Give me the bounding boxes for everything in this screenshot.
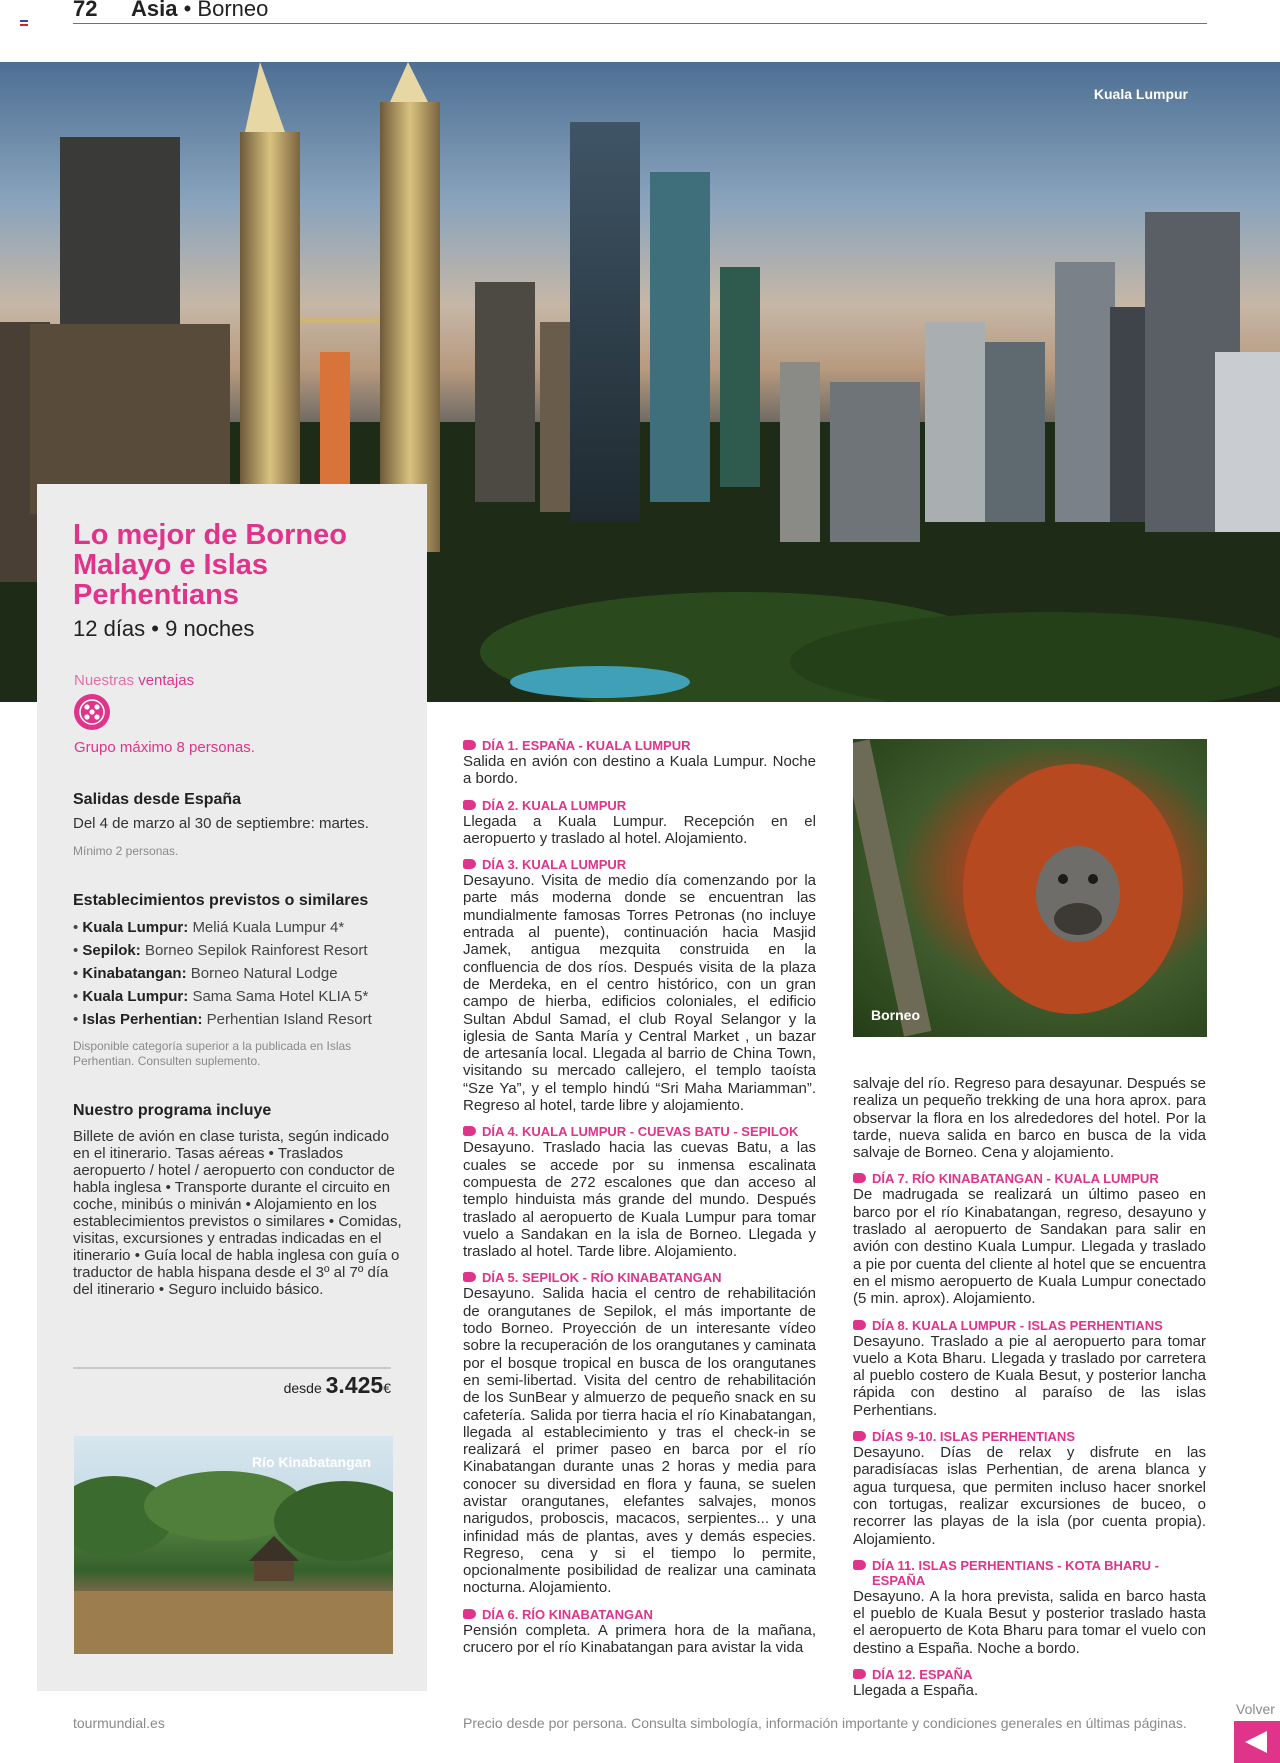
tour-title: Lo mejor de Borneo Malayo e Islas Perhentians — [73, 519, 347, 611]
day-text: Desayuno. A la hora prevista, salida en barco hasta el pueblo de Kuala Besut y posterior traslado hasta el aeropuerto de Kota Bharu para tomar el vuelo con destino a España. Noche a bordo. — [853, 1587, 1206, 1657]
day-title: DÍAS 9-10. ISLAS PERHENTIANS — [853, 1429, 1206, 1444]
hotels-note: Disponible categoría superior a la publicada en Islas Perhentian. Consulten suplemento. — [73, 1039, 352, 1068]
day-title: DÍA 2. KUALA LUMPUR — [463, 798, 816, 813]
itinerary-column-1 — [463, 738, 816, 1666]
day-text: Llegada a Kuala Lumpur. Recepción en el aeropuerto y traslado al hotel. Alojamiento. — [463, 812, 816, 847]
day-entry — [853, 1429, 1206, 1548]
advantages-word: ventajas — [138, 672, 195, 689]
day-entry — [853, 1667, 1206, 1699]
footer-website[interactable]: tourmundial.es — [73, 1715, 165, 1731]
day-title: DÍA 4. KUALA LUMPUR - CUEVAS BATU - SEPILOK — [463, 1124, 816, 1139]
advantage-text: Grupo máximo 8 personas. — [74, 739, 255, 756]
advantages-heading — [74, 672, 194, 689]
hotel-list — [73, 916, 413, 1031]
day-entry — [463, 1124, 816, 1260]
orangutan-caption: Borneo — [871, 1007, 920, 1023]
price — [284, 1372, 391, 1399]
day-entry — [463, 738, 816, 788]
list-item: • Kinabatangan: Borneo Natural Lodge — [73, 965, 338, 982]
day-entry — [463, 1270, 816, 1596]
day-title: DÍA 8. KUALA LUMPUR - ISLAS PERHENTIANS — [853, 1318, 1206, 1333]
list-item: • Sepilok: Borneo Sepilok Rainforest Resort — [73, 942, 368, 959]
list-item: • Islas Perhentian: Perhentian Island Resort — [73, 1011, 372, 1028]
day-text: salvaje del río. Regreso para desayunar. Después se realiza un pequeño trekking de una hora aprox. para observar la flora en los alrededores del hotel. Por la tarde, nueva salida en barco en busca de la vida salvaje de Borneo. Cena y alojamiento. — [853, 1075, 1206, 1162]
price-amount: 3.425 — [325, 1372, 384, 1398]
region-label: Asia — [131, 0, 178, 21]
day-title: DÍA 11. ISLAS PERHENTIANS - KOTA BHARU - ESPAÑA — [853, 1558, 1206, 1588]
day-title: DÍA 3. KUALA LUMPUR — [463, 857, 816, 872]
day-entry — [463, 798, 816, 848]
day-text: De madrugada se realizará un último paseo en barco por el río Kinabatangan, regreso, desayuno y traslado al aeropuerto de Sandakan para salir en avión con destino Kuala Lumpur. Llegada y traslado a pie por cuenta del cliente al hotel que se encuentra en el mismo aeropuerto de Kuala Lumpur conectado (5 min. aprox). Alojamiento. — [853, 1186, 1206, 1308]
section-title — [131, 0, 268, 22]
river-photo — [74, 1436, 393, 1654]
day-title: DÍA 6. RÍO KINABATANGAN — [463, 1607, 816, 1622]
back-arrow-icon — [1245, 1731, 1267, 1753]
departures-heading: Salidas desde España — [73, 791, 242, 808]
day-entry — [853, 1171, 1206, 1307]
day-text: Desayuno. Visita de medio día comenzando por la parte más moderna donde se encuentran las mundialmente famosas Torres Petronas (no incluye entrada al puente), continuación hacia Masjid Jamek, antigua mezquita construida en la confluencia de dos ríos. Después visita de la plaza de Merdeka, en el centro histórico, con un gran campo de hierba, edificios coloniales, el edificio Sultan Abdul Samad, el club Royal Selangor y la iglesia de Santa María y Central Market , un bazar de artesanía local. Llegada al barrio de China Town, visitando su mercado callejero, el templo taoísta “Sze Ya”, y el templo hindú “Sri Maha Mariamman”. Regreso al hotel, tarde libre y alojamiento. — [463, 872, 816, 1115]
tour-duration: 12 días • 9 noches — [73, 616, 255, 641]
day-entry — [463, 857, 816, 1114]
includes-text: Billete de avión en clase turista, según indicado en el itinerario. Tasas aéreas • Traslados aeropuerto / hotel / aeropuerto con conductor de habla inglesa • Transporte durante el circuito en coche, minibús o miniván • Alojamiento en los establecimientos previstos o similares • Comidas, visitas, excursiones y entradas indicadas en el itinerario • Guía local de habla inglesa con guía o traductor de habla hispana desde el 3º al 7º día del itinerario • Seguro incluido básico. — [73, 1128, 402, 1298]
day-text: Llegada a España. — [853, 1682, 979, 1700]
day-entry — [463, 1607, 816, 1657]
price-divider — [73, 1367, 391, 1369]
hotels-heading: Establecimientos previstos o similares — [73, 892, 369, 909]
includes-heading: Nuestro programa incluye — [73, 1102, 272, 1119]
day-text: Desayuno. Días de relax y disfrute en las paradisíacas islas Perhentian, de arena blanca y agua turquesa, que permiten incluso hacer snorkel con tortugas, realizar excursiones de buceo, o recorrer las playas de la isla (por cuenta propia). Alojamiento. — [853, 1444, 1206, 1548]
day-text: Desayuno. Traslado a pie al aeropuerto para tomar vuelo a Kota Bharu. Llegada y traslado por carretera al pueblo costero de Kuala Besut, y posterior lancha rápida con destino al paraíso de las islas Perhentians. — [853, 1332, 1206, 1419]
departures-note: Mínimo 2 personas. — [73, 844, 179, 858]
price-currency: € — [383, 1380, 391, 1396]
day-entry — [853, 1558, 1206, 1657]
day-text: Salida en avión con destino a Kuala Lumpur. Noche a bordo. — [463, 753, 816, 788]
orangutan-photo — [853, 739, 1207, 1037]
title-separator: • — [177, 0, 198, 21]
language-flag-icon[interactable] — [20, 20, 28, 26]
day-entry — [853, 1318, 1206, 1419]
page-number: 72 — [73, 0, 98, 21]
back-button[interactable] — [1234, 1721, 1280, 1763]
list-item: • Kuala Lumpur: Meliá Kuala Lumpur 4* — [73, 919, 345, 936]
page-header — [73, 0, 1207, 24]
day-text: Desayuno. Salida hacia el centro de rehabilitación de orangutanes de Sepilok, el más importante de todo Borneo. Proyección de un interesante vídeo sobre la recuperación de los orangutanes y caminata por el bosque tropical en busca de los orangutanes en semi-libertad. Visita del centro de rehabilitación de los SunBear y almuerzo de pequeño snack en su cafetería. Salida por tierra hacia el río Kinabatangan, llegada al establecimiento y tras el check-in se realizará el primer paseo en barca por el río Kinabatangan durante unas 2 horas y media para conocer su diversidad en flora y fauna, se suelen avistar orangutanes, elefantes salvajes, monos narigudos, proboscis, macacos, serpientes... y una infinidad más de plantas, aves y demás especies. Regreso, cena y si el tiempo lo permite, opcionalmente posibilidad de realizar una caminata nocturna. Alojamiento. — [463, 1285, 816, 1597]
back-label[interactable]: Volver — [1236, 1701, 1275, 1717]
day-text: Desayuno. Traslado hacia las cuevas Batu, a las cuales se accede por su inmensa escalinata compuesta de 272 escalones que dan acceso al templo hinduista más grande del mundo. Después traslado al aeropuerto de Kuala Lumpur para tomar vuelo a Sandakan en la isla de Borneo. Llegada y traslado al hotel. Tarde libre. Alojamiento. — [463, 1139, 816, 1261]
hero-caption: Kuala Lumpur — [1093, 86, 1188, 102]
group-icon — [74, 694, 110, 730]
day-title: DÍA 1. ESPAÑA - KUALA LUMPUR — [463, 738, 816, 753]
day-title: DÍA 12. ESPAÑA — [853, 1667, 1206, 1682]
country-label: Borneo — [197, 0, 269, 21]
price-from: desde — [283, 1380, 322, 1396]
departures-text: Del 4 de marzo al 30 de septiembre: martes. — [73, 815, 369, 832]
day-title: DÍA 5. SEPILOK - RÍO KINABATANGAN — [463, 1270, 816, 1285]
list-item: • Kuala Lumpur: Sama Sama Hotel KLIA 5* — [73, 988, 369, 1005]
tour-info-panel — [37, 484, 427, 1691]
river-caption: Río Kinabatangan — [251, 1454, 371, 1470]
footer-note: Precio desde por persona. Consulta simbología, información importante y condiciones generales en últimas páginas. — [463, 1715, 1187, 1731]
advantages-prefix: Nuestras — [74, 672, 135, 689]
day-entry — [853, 1075, 1206, 1161]
itinerary-column-2 — [853, 1075, 1206, 1709]
day-text: Pensión completa. A primera hora de la mañana, crucero por el río Kinabatangan para avistar la vida — [463, 1621, 816, 1657]
day-title: DÍA 7. RÍO KINABATANGAN - KUALA LUMPUR — [853, 1171, 1206, 1186]
